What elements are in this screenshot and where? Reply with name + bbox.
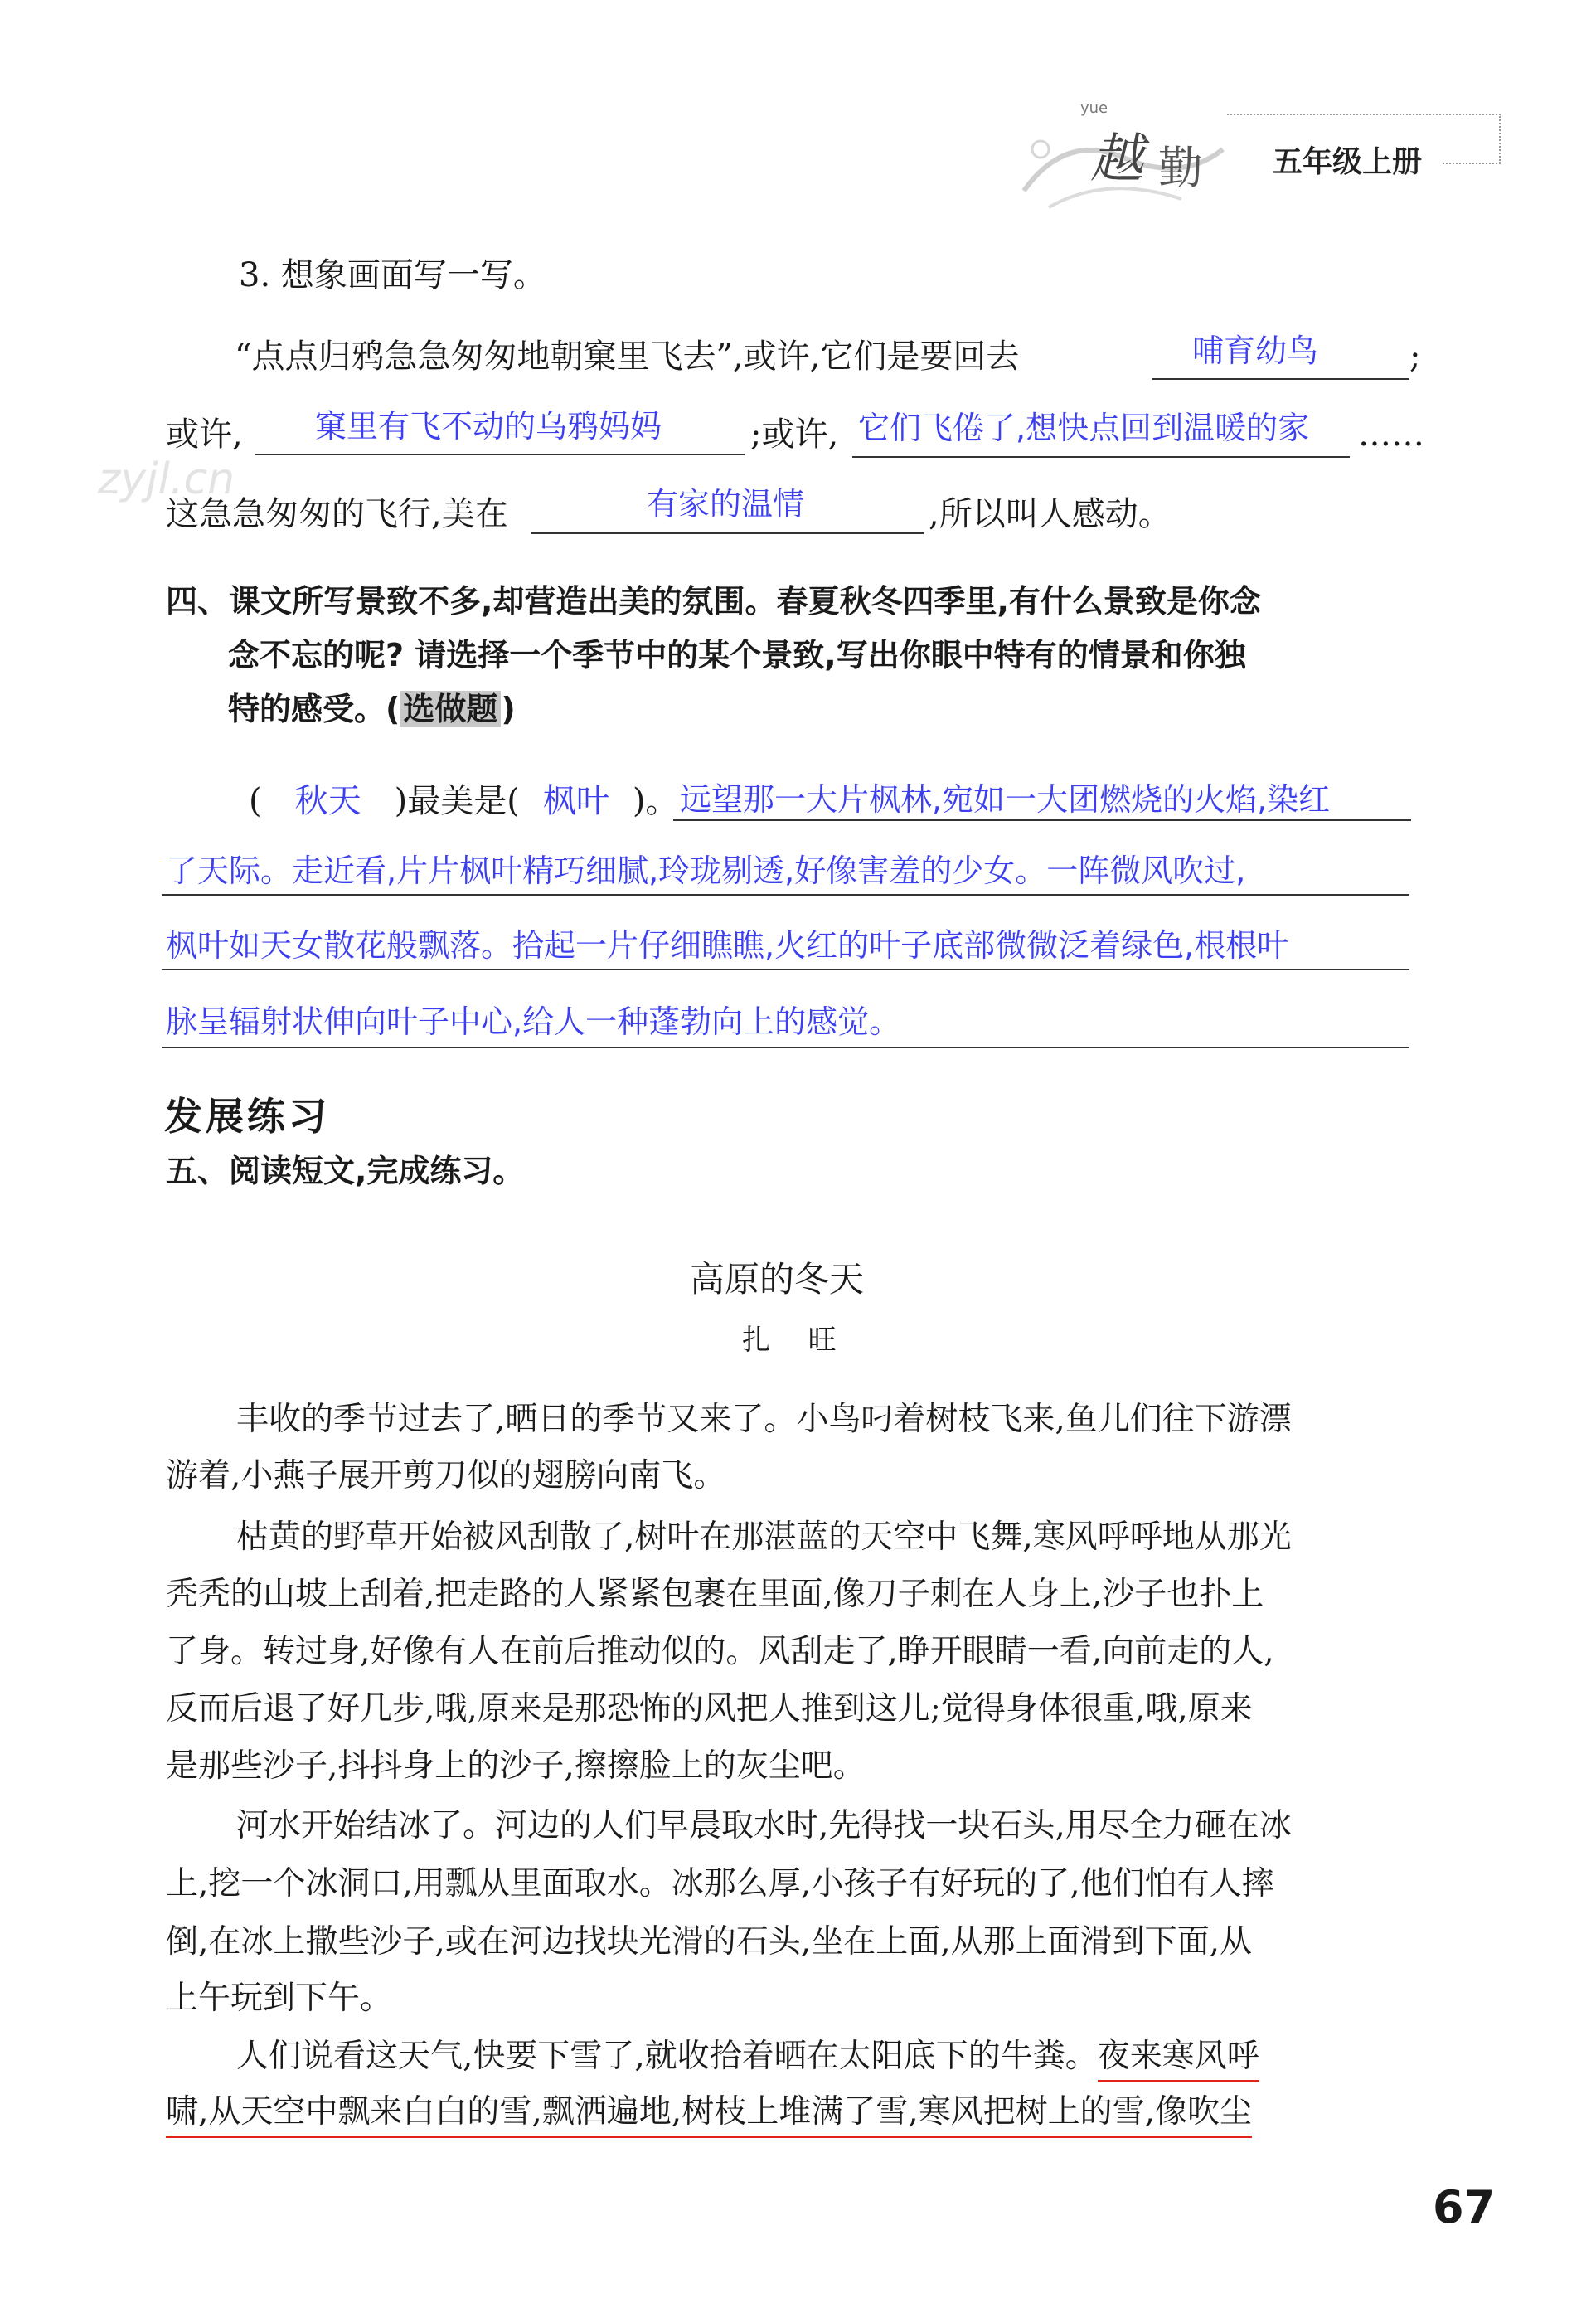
logo-pinyin: yue	[1080, 100, 1108, 117]
q4-answer-line-4: 脉呈辐射状伸向叶子中心,给人一种蓬勃向上的感觉。	[166, 1003, 901, 1040]
q3-blank3	[852, 456, 1350, 458]
article-line-2: 游着,小燕子展开剪刀似的翅膀向南飞。	[166, 1457, 726, 1494]
article-title: 高原的冬天	[690, 1259, 865, 1300]
q3-answer3: 它们飞倦了,想快点回到温暖的家	[858, 410, 1310, 446]
best-is-label: )最美是(	[394, 782, 520, 820]
logo-char-yue: 越	[1090, 129, 1143, 190]
q4-answer-line-3: 枫叶如天女散花般飘落。拾起一片仔细瞧瞧,火红的叶子底部微微泛着绿色,根根叶	[166, 927, 1289, 964]
paren-open: (	[249, 782, 262, 820]
header-rule-right	[1499, 114, 1501, 163]
q5-title: 五、阅读短文,完成练习。	[166, 1153, 525, 1189]
q3-answer2: 窠里有飞不动的乌鸦妈妈	[315, 408, 662, 445]
q3-title: 3. 想象画面写一写。	[239, 256, 546, 294]
q4-line1: 四、课文所写景致不多,却营造出美的氛围。春夏秋冬四季里,有什么景致是你念	[166, 583, 1261, 620]
optional-tag: 选做题	[400, 691, 501, 727]
q3-blank1	[1152, 378, 1409, 380]
q3-line2-suffix: ……	[1358, 415, 1424, 454]
q3-line3-suffix: ,所以叫人感动。	[929, 495, 1172, 533]
q3-answer4: 有家的温情	[647, 486, 805, 522]
q3-blank2	[255, 454, 745, 455]
season-answer: 秋天	[294, 782, 361, 820]
article-line-13	[166, 2093, 1252, 2131]
article-line-12-underlined: 夜来寒风呼	[1098, 2038, 1259, 2082]
header-rule-bottom	[1443, 163, 1501, 164]
article-line-9: 上,挖一个冰洞口,用瓢从里面取水。冰那么厚,小孩子有好玩的了,他们怕有人摔	[166, 1865, 1274, 1902]
paren-close: )。	[632, 782, 679, 820]
q4-line3	[228, 692, 516, 726]
article-line-5: 了身。转过身,好像有人在前后推动似的。风刮走了,睁开眼睛一看,向前走的人,	[166, 1633, 1274, 1670]
q4-answer-line-2: 了天际。走近看,片片枫叶精巧细腻,玲珑剔透,好像害羞的少女。一阵微风吹过,	[166, 853, 1246, 889]
article-line-11: 上午玩到下午。	[166, 1980, 393, 2017]
q4-line3-prefix: 特的感受。(	[228, 691, 400, 727]
article-line-13-underlined: 啸,从天空中飘来白白的雪,飘洒遍地,树枝上堆满了雪,寒风把树上的雪,像吹尘	[166, 2093, 1252, 2138]
q4-rule-4	[162, 1047, 1409, 1048]
page-number: 67	[1433, 2181, 1496, 2233]
article-author: 扎 旺	[742, 1324, 843, 1357]
q3-line3-prefix: 这急急匆匆的飞行,美在	[166, 495, 508, 533]
q4-rule-3	[162, 969, 1409, 970]
article-line-7: 是那些沙子,抖抖身上的沙子,擦擦脸上的灰尘吧。	[166, 1747, 866, 1785]
q3-line2-mid: ;或许,	[750, 415, 839, 454]
q4-season-line	[249, 782, 679, 820]
q3-line1-suffix: ;	[1409, 338, 1421, 376]
q3-line2-prefix: 或许,	[166, 415, 243, 454]
article-line-12	[236, 2040, 1259, 2073]
grade-label: 五年级上册	[1273, 145, 1423, 179]
q4-answer-line-1: 远望那一大片枫林,宛如一大团燃烧的火焰,染红	[680, 781, 1331, 818]
article-line-6: 反而后退了好几步,哦,原来是那恐怖的风把人推到这儿;觉得身体很重,哦,原来	[166, 1690, 1253, 1727]
q4-rule-1	[673, 819, 1411, 821]
section-heading: 发展练习	[164, 1094, 330, 1139]
watermark: zyjl.cn	[98, 454, 235, 504]
article-line-3: 枯黄的野草开始被风刮散了,树叶在那湛蓝的天空中飞舞,寒风呼呼地从那光	[236, 1518, 1292, 1556]
article-line-10: 倒,在冰上撒些沙子,或在河边找块光滑的石头,坐在上面,从那上面滑到下面,从	[166, 1923, 1252, 1961]
scene-answer: 枫叶	[542, 782, 609, 820]
article-line-4: 秃秃的山坡上刮着,把走路的人紧紧包裹在里面,像刀子刺在人身上,沙子也扑上	[166, 1576, 1264, 1613]
article-line-12-plain: 人们说看这天气,快要下雪了,就收拾着晒在太阳底下的牛粪。	[236, 2038, 1098, 2075]
logo-char-qin: 勤	[1158, 142, 1203, 194]
q4-rule-2	[162, 894, 1409, 896]
header-logo	[1016, 100, 1231, 216]
article-line-8: 河水开始结冰了。河边的人们早晨取水时,先得找一块石头,用尽全力砸在冰	[236, 1807, 1292, 1844]
q3-answer1: 哺育幼鸟	[1192, 333, 1319, 369]
q4-line2: 念不忘的呢? 请选择一个季节中的某个景致,写出你眼中特有的情景和你独	[228, 637, 1246, 673]
header-rule	[1227, 114, 1501, 115]
q3-blank4	[531, 532, 924, 534]
article-line-1: 丰收的季节过去了,晒日的季节又来了。小鸟叼着树枝飞来,鱼儿们往下游漂	[236, 1401, 1292, 1438]
q3-line1-prefix: “点点归鸦急急匆匆地朝窠里飞去”,或许,它们是要回去	[235, 338, 1020, 376]
q4-line3-suffix: )	[501, 691, 516, 727]
